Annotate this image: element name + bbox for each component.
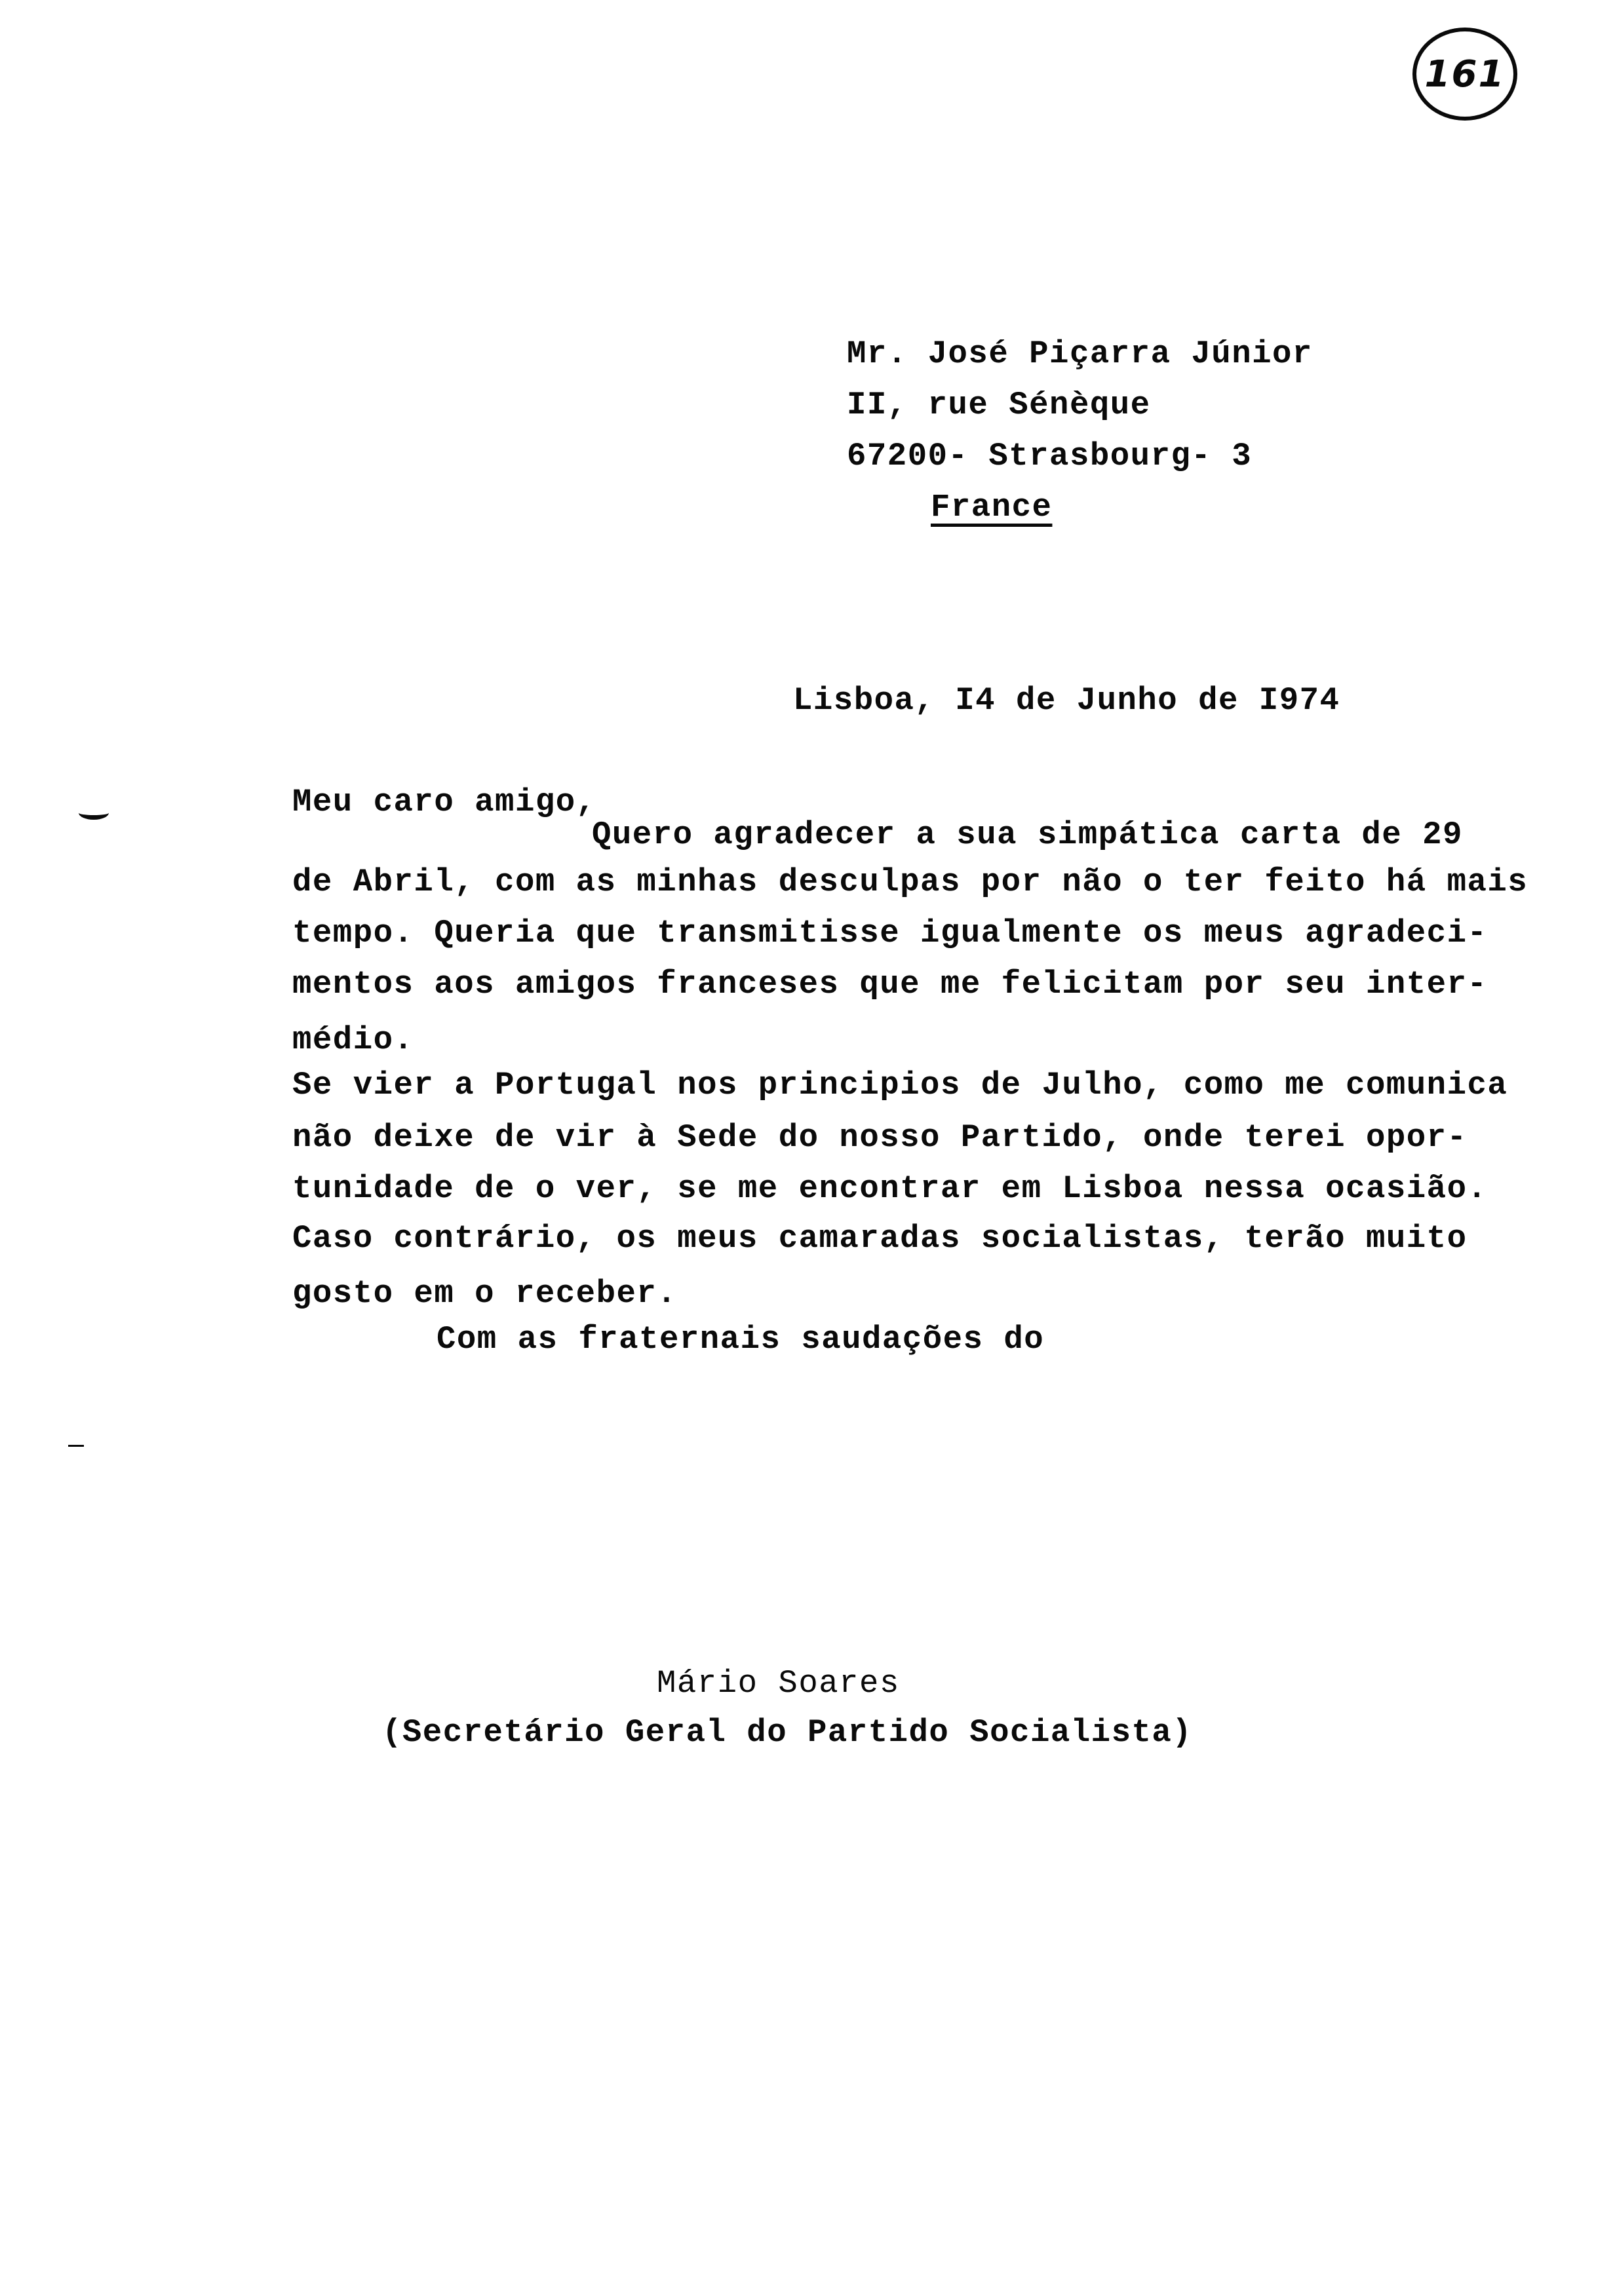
body-line: de Abril, com as minhas desculpas por não o ter feito há mais <box>292 864 1528 900</box>
recipient-street: II, rue Sénèque <box>847 387 1151 423</box>
body-line: Caso contrário, os meus camaradas socialistas, terão muito <box>292 1220 1468 1257</box>
scan-artifact-mark <box>68 1445 84 1447</box>
body-line: tempo. Queria que transmitisse igualmente os meus agradeci- <box>292 915 1488 951</box>
body-line: não deixe de vir à Sede do nosso Partido, onde terei opor- <box>292 1119 1468 1156</box>
page-number: 161 <box>1424 52 1506 96</box>
body-line: mentos aos amigos franceses que me felicitam por seu inter- <box>292 966 1488 1003</box>
closing: Com as fraternais saudações do <box>437 1321 1045 1358</box>
signature-name: Mário Soares <box>657 1665 900 1702</box>
body-line: gosto em o receber. <box>292 1275 678 1312</box>
page-number-stamp <box>1412 28 1517 121</box>
body-line: médio. <box>292 1022 414 1058</box>
salutation: Meu caro amigo, <box>292 784 596 820</box>
signature-title: (Secretário Geral do Partido Socialista) <box>382 1714 1193 1751</box>
body-line: Se vier a Portugal nos principios de Julho, como me comunica <box>292 1067 1508 1103</box>
body-line: tunidade de o ver, se me encontrar em Lisboa nessa ocasião. <box>292 1170 1488 1207</box>
dateline: Lisboa, I4 de Junho de I974 <box>793 682 1340 719</box>
punch-hole-mark <box>79 806 109 820</box>
body-line: Quero agradecer a sua simpática carta de 29 <box>592 816 1463 853</box>
recipient-city: 67200- Strasbourg- 3 <box>847 438 1253 474</box>
recipient-country: France <box>931 489 1053 526</box>
recipient-name: Mr. José Piçarra Júnior <box>847 335 1313 372</box>
